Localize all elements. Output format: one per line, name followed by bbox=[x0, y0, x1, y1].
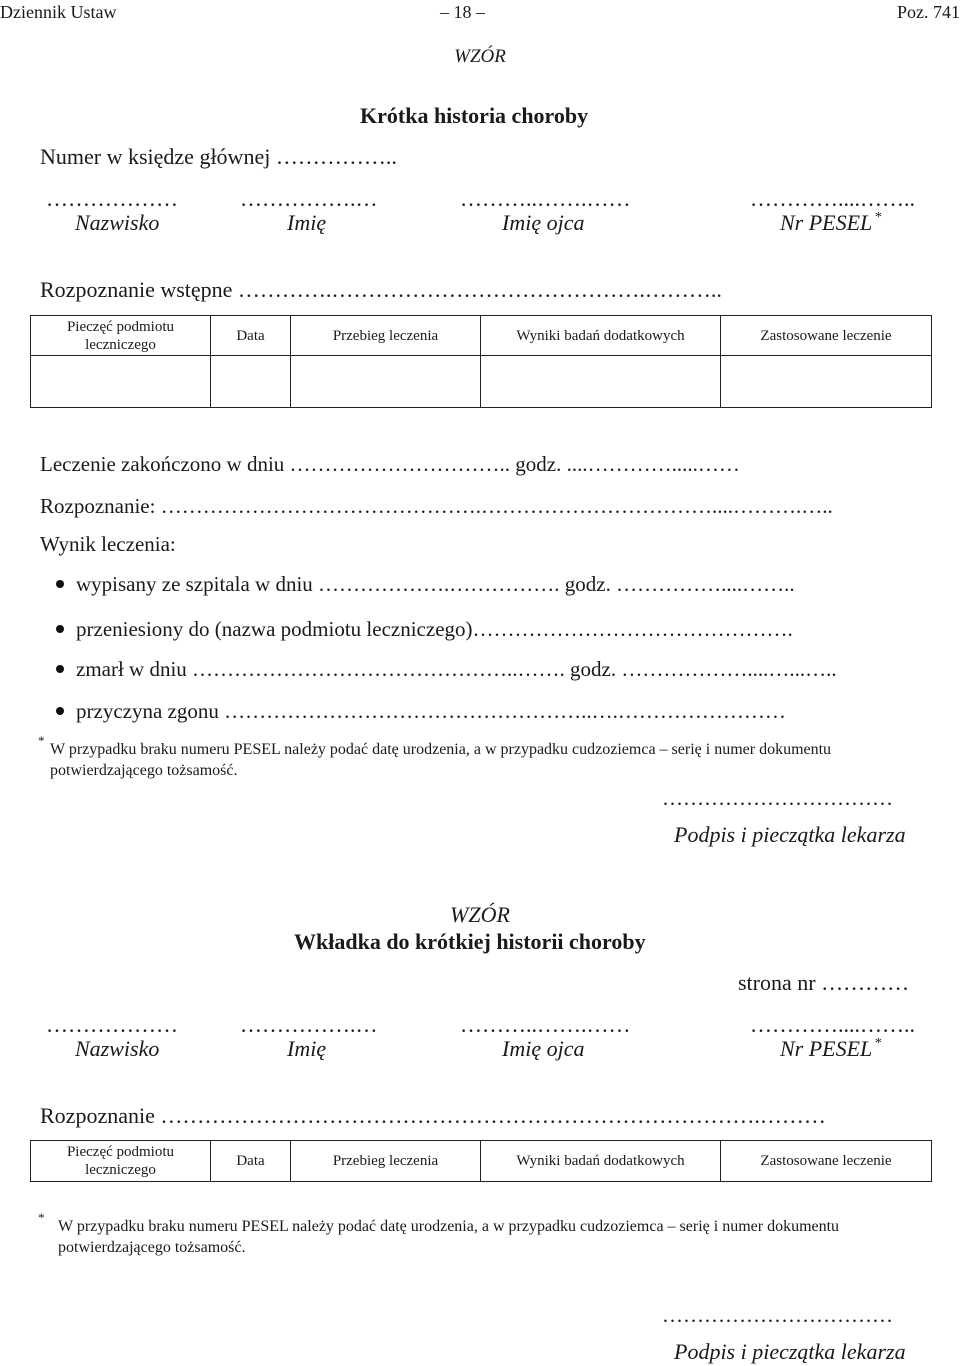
page-no-field[interactable]: strona nr ………… bbox=[738, 970, 910, 995]
first-name-label: Imię bbox=[287, 210, 327, 235]
pesel-dots[interactable]: …………....…….. bbox=[750, 186, 915, 211]
father-name-label: Imię ojca bbox=[502, 1036, 585, 1061]
bullet-icon bbox=[56, 580, 64, 588]
first-name-label: Imię bbox=[287, 1036, 327, 1061]
footnote-text: W przypadku braku numeru PESEL należy podać datę urodzenia, a w przypadku cudzoziemca – serię i numer dokumentu potwierdzającego tożsamość. bbox=[58, 1218, 840, 1256]
header-stamp: Pieczęć podmiotu leczniczego bbox=[31, 316, 211, 356]
initial-diagnosis-field[interactable]: Rozpoznanie wstępne ………….…………………………………….……….. bbox=[40, 277, 722, 302]
journal-title: Dziennik Ustaw bbox=[0, 2, 117, 22]
signature-label: Podpis i pieczątka lekarza bbox=[674, 1339, 906, 1364]
footnote-text: W przypadku braku numeru PESEL należy podać datę urodzenia, a w przypadku cudzoziemca – serię i numer dokumentu potwierdzającego tożsamość. bbox=[50, 741, 832, 779]
pesel-label: Nr PESEL * bbox=[780, 210, 882, 235]
form2-title: Wkładka do krótkiej historii choroby bbox=[294, 929, 646, 954]
footnote-asterisk: * bbox=[38, 1210, 45, 1225]
outcome-deceased[interactable]: zmarł w dniu ………………………………………..……. godz. ………………....…...….. bbox=[76, 657, 837, 681]
cell-stamp[interactable] bbox=[31, 356, 211, 408]
header-results: Wyniki badań dodatkowych bbox=[481, 316, 721, 356]
bullet-icon bbox=[56, 707, 64, 715]
footnote-asterisk: * bbox=[38, 733, 45, 748]
register-number-field[interactable]: Numer w księdze głównej …………….. bbox=[40, 144, 397, 169]
header-stamp: Pieczęć podmiotu leczniczego bbox=[31, 1141, 211, 1182]
cell-date[interactable] bbox=[211, 356, 291, 408]
first-name-dots[interactable]: …………….… bbox=[240, 1012, 378, 1037]
header-course: Przebieg leczenia bbox=[291, 1141, 481, 1182]
pesel-dots[interactable]: …………....…….. bbox=[750, 1012, 915, 1037]
page-number: – 18 – bbox=[440, 2, 485, 22]
bullet-icon bbox=[56, 625, 64, 633]
treatment-ended-field[interactable]: Leczenie zakończono w dniu ………………………….. godz. ....………….....…… bbox=[40, 452, 740, 476]
header-date: Data bbox=[211, 316, 291, 356]
surname-dots[interactable]: ……………… bbox=[46, 186, 178, 211]
form1-template-label: WZÓR bbox=[454, 46, 506, 67]
form2-template-label: WZÓR bbox=[450, 902, 510, 927]
signature-dots[interactable]: …………………………… bbox=[662, 786, 893, 810]
outcome-discharged[interactable]: wypisany ze szpitala w dniu ……………….……………. godz. ……………....…….. bbox=[76, 572, 795, 596]
header-results: Wyniki badań dodatkowych bbox=[481, 1141, 721, 1182]
father-name-dots[interactable]: ………..…….…… bbox=[460, 186, 631, 211]
surname-dots[interactable]: ……………… bbox=[46, 1012, 178, 1037]
header-course: Przebieg leczenia bbox=[291, 316, 481, 356]
diagnosis-field[interactable]: Rozpoznanie: ……………………………………….……………………………....……….….. bbox=[40, 494, 833, 518]
cell-applied-treatment[interactable] bbox=[721, 356, 932, 408]
outcome-cause-of-death[interactable]: przyczyna zgonu ……………………………………………..….…………………… bbox=[76, 699, 786, 723]
father-name-label: Imię ojca bbox=[502, 210, 585, 235]
outcome-transferred[interactable]: przeniesiony do (nazwa podmiotu leczniczego)………………………………………. bbox=[76, 617, 793, 641]
pesel-label: Nr PESEL * bbox=[780, 1036, 882, 1061]
insert-treatment-table bbox=[30, 1140, 932, 1182]
surname-label: Nazwisko bbox=[75, 1036, 160, 1061]
header-applied-treatment: Zastosowane leczenie bbox=[721, 316, 932, 356]
treatment-table bbox=[30, 315, 932, 408]
cell-results[interactable] bbox=[481, 356, 721, 408]
pesel-asterisk: * bbox=[874, 1036, 882, 1051]
diagnosis-field[interactable]: Rozpoznanie ……………………………………………………………………….……… bbox=[40, 1103, 826, 1128]
father-name-dots[interactable]: ………..…….…… bbox=[460, 1012, 631, 1037]
first-name-dots[interactable]: …………….… bbox=[240, 186, 378, 211]
table-row bbox=[31, 356, 932, 408]
cell-course[interactable] bbox=[291, 356, 481, 408]
surname-label: Nazwisko bbox=[75, 210, 160, 235]
bullet-icon bbox=[56, 665, 64, 673]
header-applied-treatment: Zastosowane leczenie bbox=[721, 1141, 932, 1182]
result-label: Wynik leczenia: bbox=[40, 532, 176, 556]
header-date: Data bbox=[211, 1141, 291, 1182]
pesel-asterisk: * bbox=[874, 210, 882, 225]
position-number: Poz. 741 bbox=[897, 2, 960, 22]
table-header-row bbox=[31, 1141, 932, 1182]
signature-dots[interactable]: …………………………… bbox=[662, 1303, 893, 1327]
table-header-row bbox=[31, 316, 932, 356]
form1-title: Krótka historia choroby bbox=[360, 103, 589, 128]
signature-label: Podpis i pieczątka lekarza bbox=[674, 822, 906, 847]
